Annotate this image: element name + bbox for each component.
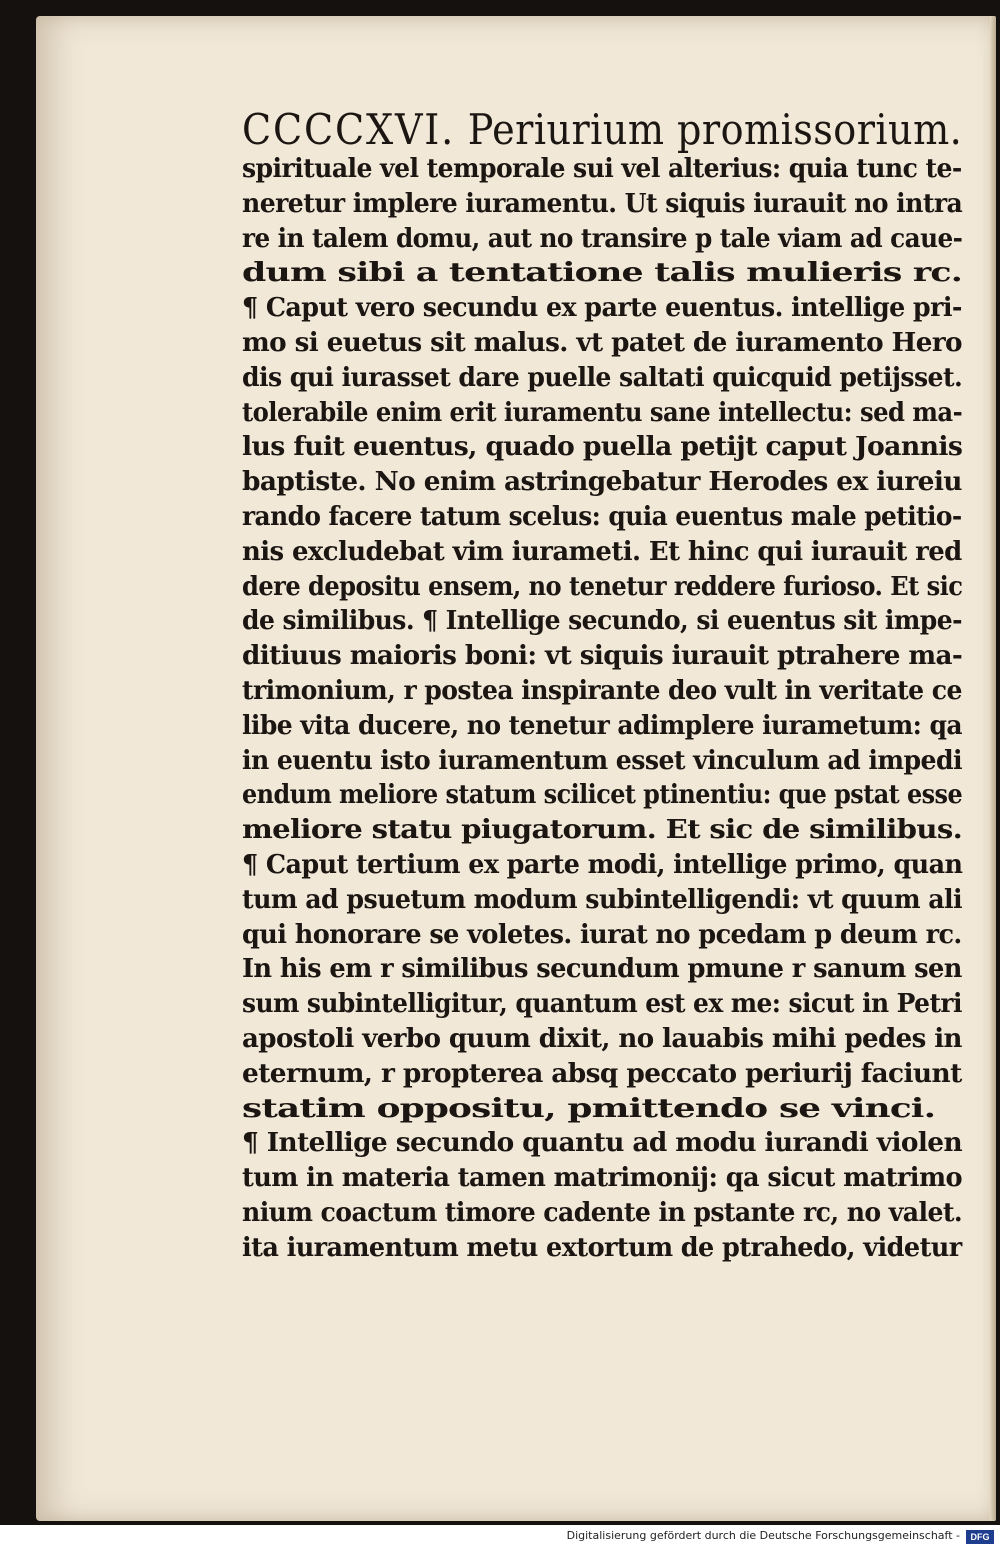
text-line: apostoli verbo quum dixit, no lauabis mihi pedes in: [242, 1022, 962, 1054]
text-line: ita iuramentum metu extortum de ptrahedo, videtur: [242, 1231, 962, 1263]
text-line: ditiuus maioris boni: vt siquis iurauit ptrahere ma-: [242, 640, 963, 672]
text-line: baptiste. No enim astringebatur Herodes ex iureiu: [242, 466, 962, 498]
page-edge: [990, 16, 996, 1521]
text-line: tum ad psuetum modum subintelligendi: vt quum ali: [242, 883, 963, 915]
footer-bar: [0, 1525, 1000, 1549]
text-line: in euentu isto iuramentum esset vinculum ad impedi: [242, 744, 962, 776]
text-line: trimonium, r postea inspirante deo vult in veritate ce: [242, 674, 962, 706]
text-line: eternum, r propterea absq peccato periurij faciunt: [242, 1057, 962, 1089]
text-line: neretur implere iuramentu. Ut siquis iurauit no intra: [242, 187, 963, 219]
running-head-title: Periurium promissorium.: [467, 105, 963, 154]
text-line: nium coactum timore cadente in pstante rc, no valet.: [242, 1196, 963, 1228]
text-line: re in talem domu, aut no transire p tale viam ad caue-: [242, 222, 963, 254]
text-line: In his em r similibus secundum pmune r sanum sen: [242, 953, 962, 985]
text-line: lus fuit euentus, quado puella petijt caput Joannis: [242, 431, 963, 463]
folio-numeral: CCCCXVI.: [242, 105, 456, 154]
funding-credit: Digitalisierung gefördert durch die Deutsche Forschungsgemeinschaft -: [566, 1529, 960, 1542]
text-line: spirituale vel temporale sui vel alterius: quia tunc te-: [242, 153, 962, 184]
running-head: [242, 104, 963, 156]
dfg-logo: DFG: [966, 1530, 994, 1544]
text-block: [242, 104, 962, 1266]
text-line: ¶ Caput vero secundu ex parte euentus. intellige pri-: [242, 292, 962, 324]
text-line: libe vita ducere, no tenetur adimplere iurametum: qa: [242, 709, 963, 741]
text-line: endum meliore statum scilicet ptinentiu: que pstat esse: [242, 779, 963, 811]
text-line: meliore statu piugatorum. Et sic de similibus.: [242, 814, 963, 846]
text-line: tum in materia tamen matrimonij: qa sicut matrimo: [242, 1162, 963, 1194]
text-line: dum sibi a tentatione talis mulieris rc.: [242, 257, 963, 289]
text-line: rando facere tatum scelus: quia euentus male petitio-: [242, 500, 962, 532]
text-line: mo si euetus sit malus. vt patet de iuramento Hero: [242, 326, 962, 358]
text-line: nis excludebat vim iurameti. Et hinc qui iurauit red: [242, 535, 962, 567]
text-line: dis qui iurasset dare puelle saltati quicquid petijsset.: [242, 361, 963, 393]
text-line: statim oppositu, pmittendo se vinci.: [242, 1092, 936, 1124]
text-line: tolerabile enim erit iuramentu sane intellectu: sed ma-: [242, 396, 963, 428]
text-line: ¶ Caput tertium ex parte modi, intellige primo, quan: [242, 848, 963, 880]
text-line: qui honorare se voletes. iurat no pcedam p deum rc.: [242, 918, 962, 950]
book-page: [36, 16, 996, 1521]
text-line: ¶ Intellige secundo quantu ad modu iurandi violen: [242, 1127, 963, 1159]
text-line: de similibus. ¶ Intellige secundo, si euentus sit impe-: [242, 605, 962, 637]
text-line: sum subintelligitur, quantum est ex me: sicut in Petri: [242, 988, 962, 1020]
text-line: dere depositu ensem, no tenetur reddere furioso. Et sic: [242, 570, 963, 602]
